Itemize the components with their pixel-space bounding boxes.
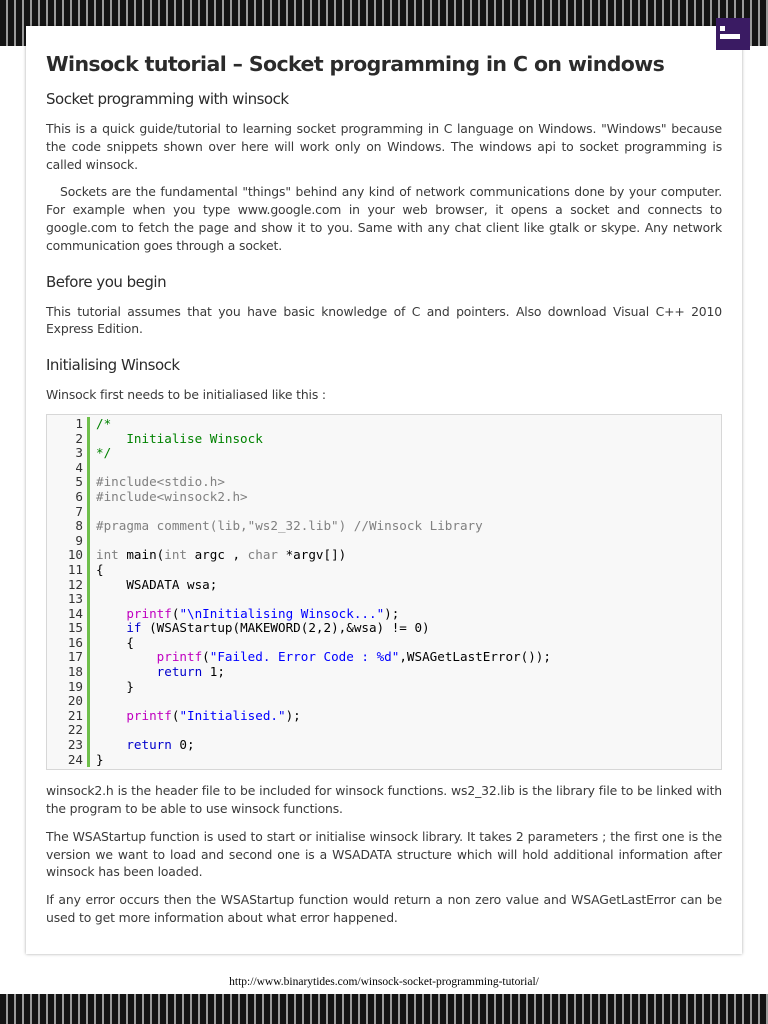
code-text: {	[96, 561, 104, 577]
line-number: 3	[47, 446, 90, 461]
code-line	[47, 446, 721, 461]
code-text	[90, 592, 96, 607]
code-text: }	[96, 678, 134, 694]
paragraph-error: If any error occurs then the WSAStartup function would return a non zero value and WSAGetLastError can be used to get more information about what error happened.	[46, 892, 722, 925]
paragraph-wsastartup: The WSAStartup function is used to start or initialise winsock library. It takes 2 parameters ; the first one is the version we want to load and second one is a WSADATA structure which will hold additional information after winsock has been loaded.	[46, 828, 722, 880]
section-heading-before-you-begin: Before you begin	[46, 272, 167, 291]
line-number: 15	[47, 621, 90, 636]
code-line	[47, 709, 721, 724]
code-text	[90, 505, 96, 520]
code-line	[47, 578, 721, 593]
code-line	[47, 592, 721, 607]
code-line	[47, 548, 721, 563]
code-line	[47, 753, 721, 768]
bottom-film-strip	[0, 994, 768, 1024]
section-heading-initialising-winsock: Initialising Winsock	[46, 356, 180, 375]
code-text	[90, 461, 96, 476]
line-number: 11	[47, 563, 90, 578]
code-line	[47, 534, 721, 549]
code-line	[47, 417, 721, 432]
line-number: 5	[47, 475, 90, 490]
code-text: printf("Initialised.");	[126, 707, 301, 723]
line-number: 19	[47, 680, 90, 695]
code-text	[90, 694, 96, 709]
bookmark-icon[interactable]	[716, 18, 750, 50]
section-heading-socket-programming: Socket programming with winsock	[46, 90, 289, 108]
line-number: 24	[47, 753, 90, 768]
code-line	[47, 665, 721, 680]
line-number: 9	[47, 534, 90, 549]
code-line	[47, 505, 721, 520]
code-line	[47, 723, 721, 738]
code-text	[90, 534, 96, 549]
code-text: #include<winsock2.h>	[96, 488, 248, 504]
line-number: 2	[47, 432, 90, 447]
code-text: return 0;	[126, 737, 195, 753]
code-line	[47, 475, 721, 490]
footer-url[interactable]: http://www.binarytides.com/winsock-socket-programming-tutorial/	[229, 976, 539, 988]
code-text: printf("\nInitialising Winsock...");	[126, 605, 400, 621]
code-text: #pragma comment(lib,"ws2_32.lib") //Winsock Library	[96, 518, 483, 534]
code-text: Initialise Winsock	[96, 430, 263, 446]
line-number: 20	[47, 694, 90, 709]
code-text: #include<stdio.h>	[96, 474, 225, 490]
line-number: 1	[47, 417, 90, 432]
line-number: 4	[47, 461, 90, 476]
line-number: 13	[47, 592, 90, 607]
code-text: int main(int argc , char *argv[])	[96, 547, 347, 563]
code-block	[46, 414, 722, 770]
code-text: }	[96, 751, 104, 767]
paragraph-intro: This is a quick guide/tutorial to learning socket programming in C language on Windows. "Windows" because the code snippets shown over here will work only on Windows. The windows api to socket programming is called winsock.	[46, 121, 722, 172]
line-number: 23	[47, 738, 90, 753]
line-number: 21	[47, 709, 90, 724]
code-line	[47, 738, 721, 753]
code-line	[47, 563, 721, 578]
code-line	[47, 432, 721, 447]
article-body	[46, 52, 722, 937]
line-number: 7	[47, 505, 90, 520]
code-text: return 1;	[156, 664, 225, 680]
code-line	[47, 461, 721, 476]
code-text: {	[96, 634, 134, 650]
code-text: WSADATA wsa;	[96, 576, 218, 592]
paragraph-init-intro: Winsock first needs to be initialiased like this :	[46, 387, 326, 403]
line-number: 14	[47, 607, 90, 622]
code-text: */	[96, 445, 112, 461]
paragraph-prerequisites: This tutorial assumes that you have basic knowledge of C and pointers. Also download Visual C++ 2010 Express Edition.	[46, 303, 722, 337]
code-line	[47, 519, 721, 534]
line-number: 18	[47, 665, 90, 680]
line-number: 8	[47, 519, 90, 534]
paragraph-sockets: Sockets are the fundamental "things" behind any kind of network communications done by your computer. For example when you type www.google.com in your web browser, it opens a socket and connects to google.com to fetch the page and show it to you. Same with any chat client like gtalk or skype. Any network communication goes through a socket.	[46, 184, 722, 253]
line-number: 22	[47, 723, 90, 738]
code-line	[47, 650, 721, 665]
line-number: 16	[47, 636, 90, 651]
line-number: 17	[47, 650, 90, 665]
line-number: 12	[47, 578, 90, 593]
document-page	[26, 26, 742, 954]
code-text: if (WSAStartup(MAKEWORD(2,2),&wsa) != 0)	[126, 620, 430, 636]
line-number: 6	[47, 490, 90, 505]
code-text: /*	[96, 415, 112, 431]
line-number: 10	[47, 548, 90, 563]
code-line	[47, 621, 721, 636]
code-line	[47, 680, 721, 695]
code-line	[47, 607, 721, 622]
code-line	[47, 694, 721, 709]
paragraph-header-file: winsock2.h is the header file to be included for winsock functions. ws2_32.lib is the library file to be linked with the program to be able to use winsock functions.	[46, 783, 722, 817]
code-line	[47, 490, 721, 505]
code-text	[90, 723, 96, 738]
code-text: printf("Failed. Error Code : %d",WSAGetLastError());	[156, 649, 551, 665]
article-title: Winsock tutorial – Socket programming in C on windows	[46, 52, 665, 76]
code-line	[47, 636, 721, 651]
